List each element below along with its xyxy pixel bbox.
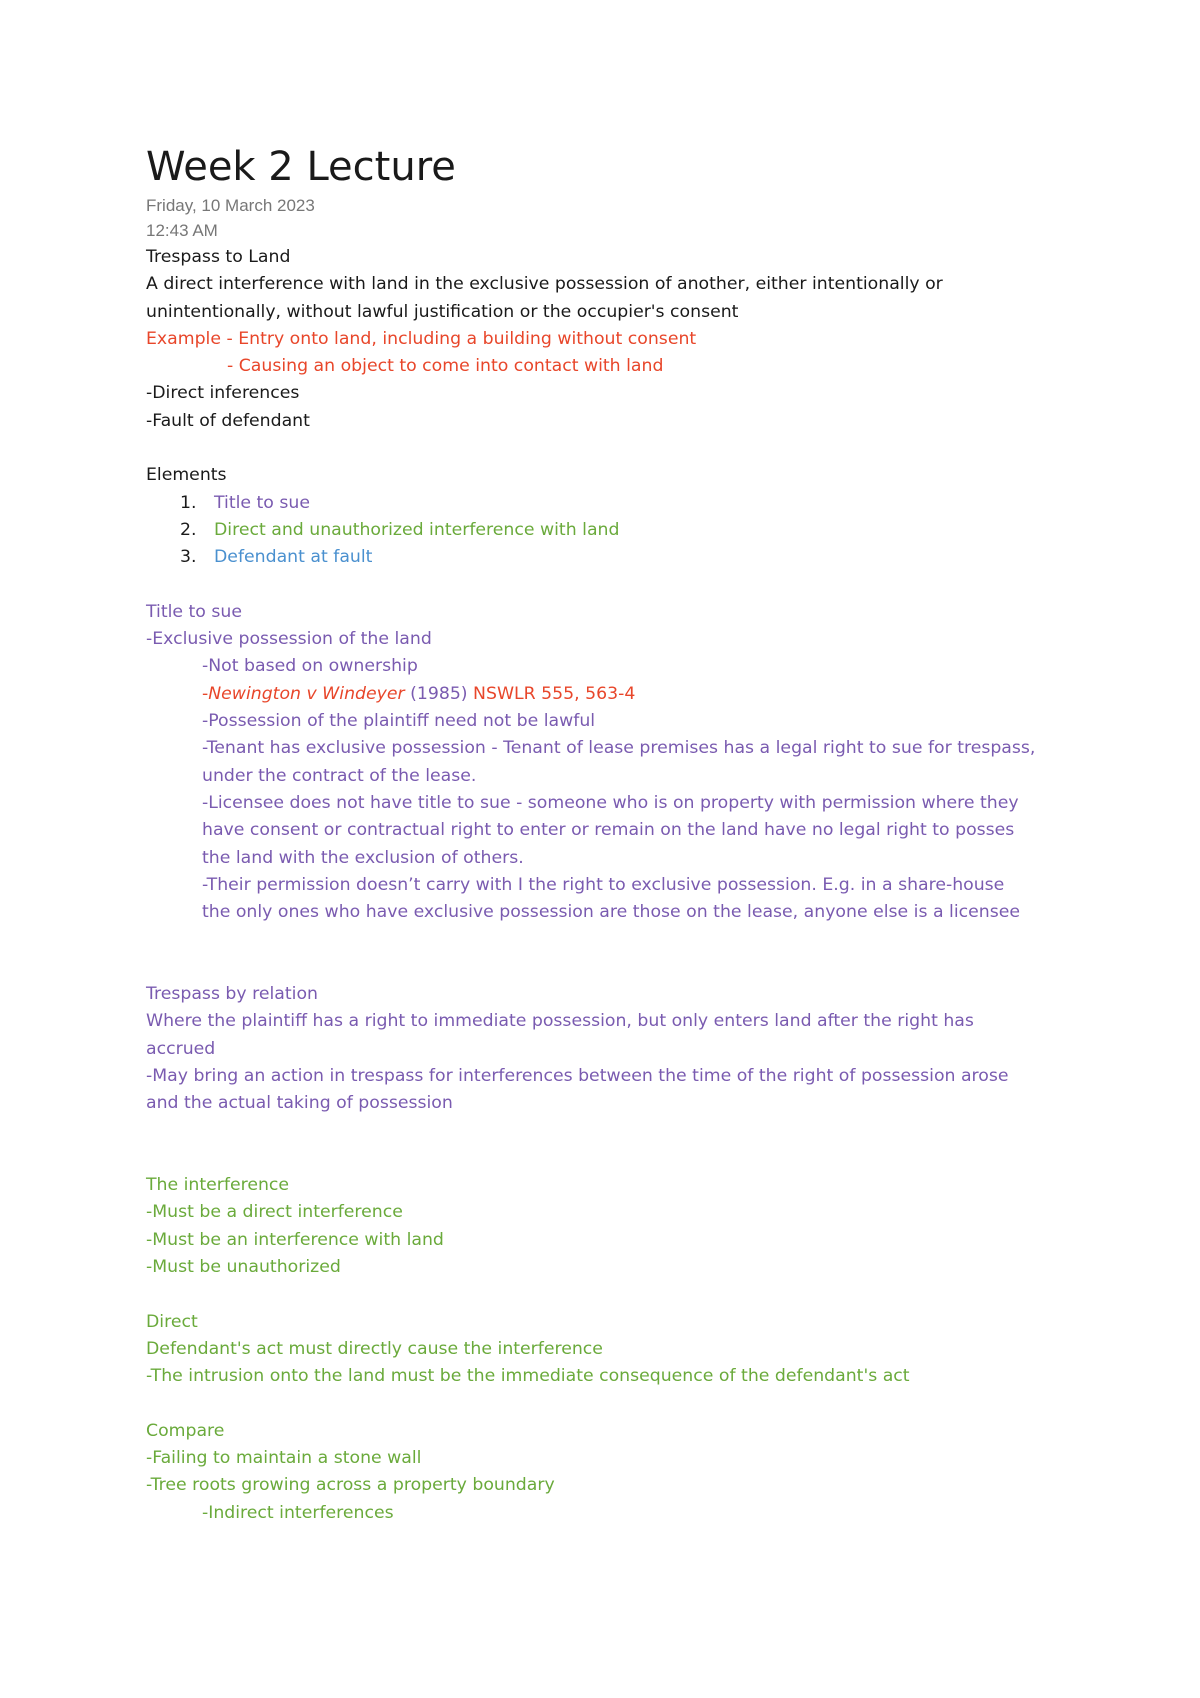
- note-line: -The intrusion onto the land must be the immediate consequence of the defendant's act: [146, 1366, 910, 1387]
- section-heading-direct: Direct: [146, 1311, 198, 1332]
- section-heading-elements: Elements: [146, 465, 227, 486]
- note-line: -Tree roots growing across a property boundary: [146, 1475, 555, 1496]
- note-line: -May bring an action in trespass for interferences between the time of the right of possession arose: [146, 1065, 1009, 1086]
- note-line: -Tenant has exclusive possession - Tenant of lease premises has a legal right to sue for trespass,: [202, 738, 1036, 759]
- note-line: the only ones who have exclusive possession are those on the lease, anyone else is a licensee: [202, 902, 1020, 923]
- note-line: -Not based on ownership: [202, 656, 418, 677]
- intro-point: -Direct inferences: [146, 383, 300, 404]
- note-line: -Failing to maintain a stone wall: [146, 1448, 422, 1469]
- list-item-text: Direct and unauthorized interference with land: [214, 519, 620, 540]
- note-line: accrued: [146, 1038, 216, 1059]
- note-line: -Indirect interferences: [202, 1502, 394, 1523]
- case-reference: NSWLR 555, 563-4: [473, 683, 636, 704]
- case-name: Newington v Windeyer: [208, 683, 405, 704]
- definition-line: unintentionally, without lawful justification or the occupier's consent: [146, 301, 739, 322]
- note-line: and the actual taking of possession: [146, 1093, 453, 1114]
- note-line: -Exclusive possession of the land: [146, 629, 432, 650]
- note-date: Friday, 10 March 2023: [146, 196, 315, 215]
- note-line: Defendant's act must directly cause the interference: [146, 1338, 603, 1359]
- section-heading-interference: The interference: [146, 1175, 290, 1196]
- note-line: the land with the exclusion of others.: [202, 847, 524, 868]
- note-line: have consent or contractual right to enter or remain on the land have no legal right to posses: [202, 820, 1015, 841]
- intro-point: -Fault of defendant: [146, 410, 310, 431]
- list-item: [146, 517, 1086, 544]
- section-heading-relation: Trespass by relation: [146, 984, 318, 1005]
- example-line: Example - Entry onto land, including a building without consent: [146, 328, 697, 349]
- note-body: [146, 244, 1086, 1527]
- note-line: -Possession of the plaintiff need not be lawful: [202, 711, 596, 732]
- note-line: -Must be an interference with land: [146, 1229, 444, 1250]
- note-line: -Their permission doesn’t carry with I the right to exclusive possession. E.g. in a share-house: [202, 874, 1005, 895]
- list-number: 3.: [180, 547, 197, 568]
- note-line: -Licensee does not have title to sue - someone who is on property with permission where they: [202, 792, 1019, 813]
- page-title: Week 2 Lecture: [146, 144, 456, 190]
- note-line: under the contract of the lease.: [202, 765, 477, 786]
- section-heading-compare: Compare: [146, 1420, 225, 1441]
- note-line: Where the plaintiff has a right to immediate possession, but only enters land after the right has: [146, 1011, 974, 1032]
- list-number: 1.: [180, 492, 197, 513]
- list-item-text: Title to sue: [214, 492, 310, 513]
- note-line: -Must be unauthorized: [146, 1256, 341, 1277]
- list-item: [146, 490, 1086, 517]
- section-heading-trespass: Trespass to Land: [146, 247, 291, 267]
- list-number: 2.: [180, 519, 197, 540]
- section-heading-title-to-sue: Title to sue: [146, 601, 242, 622]
- case-citation: -Newington v Windeyer (1985) NSWLR 555, 563-4: [202, 683, 636, 704]
- list-item: [146, 544, 1086, 571]
- example-line: - Causing an object to come into contact with land: [227, 356, 664, 377]
- definition-line: A direct interference with land in the exclusive possession of another, either intentionally or: [146, 274, 943, 295]
- note-time: 12:43 AM: [146, 221, 218, 240]
- list-item-text: Defendant at fault: [214, 547, 373, 568]
- note-line: -Must be a direct interference: [146, 1202, 403, 1223]
